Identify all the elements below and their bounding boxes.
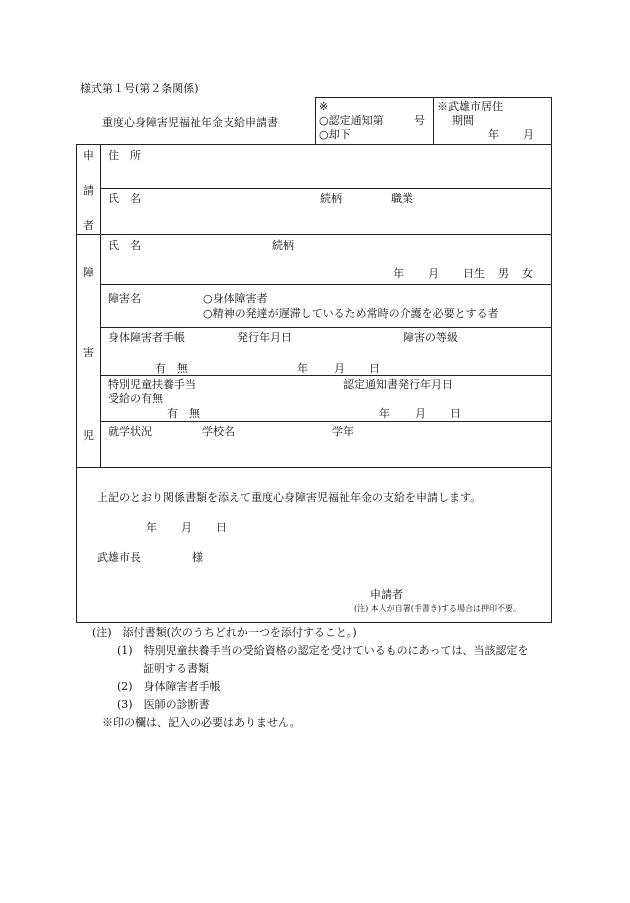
disability-name-label: 障害名 [108, 292, 141, 305]
disability-grade-label: 障害の等級 [403, 331, 458, 344]
allowance-yes-no[interactable]: 有 無 [167, 407, 200, 420]
residence-title: ※武雄市居住 [437, 100, 503, 113]
disability-option-developmental[interactable]: ○精神の発達が遅滞しているため常時の介護を必要とする者 [203, 307, 499, 320]
cert-year: 年 [379, 407, 390, 420]
form-number: 様式第１号(第２条関係) [80, 82, 199, 95]
declaration-month: 月 [181, 521, 192, 534]
notes-footer: ※印の欄は、記入の必要はありません。 [102, 716, 301, 729]
declaration-divider [76, 467, 551, 468]
child-name-label: 氏 名 [108, 239, 141, 252]
note-item-1: (1) 特別児童扶養手当の受給資格の認定を受けているものにあっては、当該認定を [117, 644, 529, 657]
school-name-label: 学校名 [202, 425, 235, 438]
residence-box-right-border [551, 97, 552, 144]
issue-day: 日 [369, 362, 380, 375]
table-right-border [551, 144, 552, 623]
office-box-left-border [315, 97, 316, 144]
applicant-signature-label: 申請者 [370, 588, 403, 601]
child-relation-label: 続柄 [272, 239, 294, 252]
cert-date-label: 認定通知書発行年月日 [343, 378, 453, 391]
disability-option-physical[interactable]: ○身体障害者 [203, 292, 268, 305]
child-section-char-3: 児 [83, 429, 94, 442]
addressee-honorific: 様 [192, 551, 203, 564]
cert-month: 月 [415, 407, 426, 420]
note-item-1-cont: 証明する書類 [143, 662, 209, 675]
school-status-label: 就学状況 [108, 425, 152, 438]
child-section-char-2: 害 [83, 346, 94, 359]
applicant-address-label: 住 所 [108, 149, 141, 162]
issue-year: 年 [297, 362, 308, 375]
declaration-day: 日 [216, 521, 227, 534]
child-row-divider-4 [100, 421, 551, 422]
notes-heading: (注) 添付書類(次のうちどれか一つを添付すること。) [92, 626, 357, 639]
declaration-statement: 上記のとおり関係書類を添えて重度心身障害児福祉年金の支給を申請します。 [97, 491, 482, 504]
applicant-section-char-2: 請 [83, 184, 94, 197]
child-section-char-1: 障 [83, 266, 94, 279]
applicant-occupation-label: 職業 [391, 192, 413, 205]
section-divider [76, 234, 551, 235]
addressee: 武雄市長 [97, 551, 141, 564]
birth-day: 日生 [463, 267, 485, 280]
declaration-year: 年 [146, 521, 157, 534]
residence-year: 年 [488, 128, 499, 141]
table-top-border [76, 144, 551, 145]
gender-female[interactable]: 女 [522, 267, 533, 280]
table-bottom-border [76, 622, 551, 623]
table-left-border [76, 144, 77, 623]
section-column-divider [100, 144, 101, 468]
applicant-name-label: 氏 名 [108, 192, 141, 205]
allowance-receipt-label: 受給の有無 [108, 392, 163, 405]
signature-note: (注) 本人が自署(手書き)する場合は押印不要。 [354, 604, 522, 613]
form-title: 重度心身障害児福祉年金支給申請書 [102, 116, 278, 129]
approval-number-suffix: 号 [414, 114, 425, 127]
child-row-divider-3 [100, 375, 551, 376]
child-row-divider-2 [100, 327, 551, 328]
residence-month: 月 [523, 128, 534, 141]
issue-month: 月 [334, 362, 345, 375]
handbook-yes-no[interactable]: 有 無 [155, 362, 188, 375]
cert-day: 日 [450, 407, 461, 420]
note-item-2: (2) 身体障害者手帳 [117, 680, 221, 693]
note-item-3: (3) 医師の診断書 [117, 698, 210, 711]
birth-month: 月 [428, 267, 439, 280]
applicant-relation-label: 続柄 [320, 192, 342, 205]
allowance-label: 特別児童扶養手当 [108, 378, 196, 391]
birth-year: 年 [393, 267, 404, 280]
residence-period-label: 期間 [452, 114, 474, 127]
office-mark: ※ [319, 100, 329, 113]
child-row-divider-1 [100, 284, 551, 285]
issue-date-label: 発行年月日 [237, 331, 292, 344]
applicant-row-divider [100, 188, 551, 189]
gender-male[interactable]: 男 [498, 267, 509, 280]
reject-checkbox[interactable]: ○却下 [319, 128, 351, 141]
applicant-section-char-1: 申 [83, 149, 94, 162]
approval-notice-checkbox[interactable]: ○認定通知第 [319, 114, 384, 127]
school-grade-label: 学年 [332, 425, 354, 438]
handbook-label: 身体障害者手帳 [108, 331, 185, 344]
applicant-section-char-3: 者 [83, 219, 94, 232]
office-box-divider [433, 97, 434, 144]
